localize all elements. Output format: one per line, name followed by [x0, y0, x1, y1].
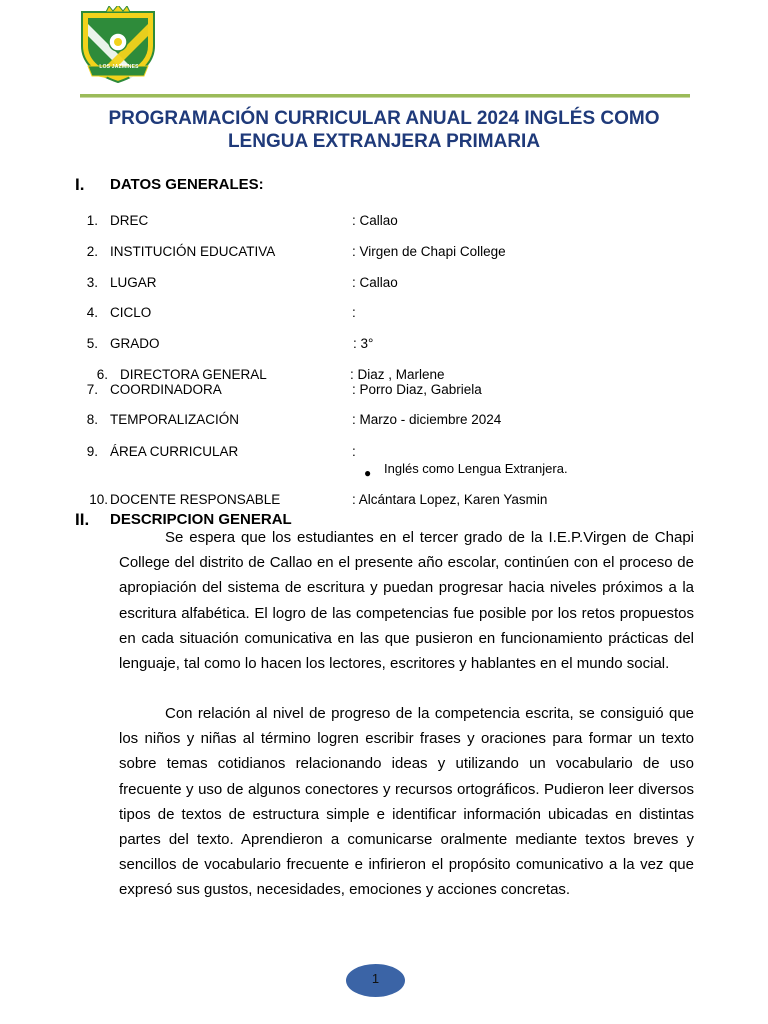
document-title [70, 107, 698, 153]
list-item-value: : [352, 305, 356, 320]
list-item-value: : Porro Diaz, Gabriela [352, 382, 482, 397]
list-item-value: : Diaz , Marlene [350, 367, 445, 382]
list-item-number: 2. [86, 244, 98, 259]
list-item-label: DIRECTORA GENERAL [120, 367, 267, 382]
list-item-label: CICLO [110, 305, 152, 320]
logo-ribbon-text: LOS JAZMINES [99, 64, 139, 70]
list-item-number: 10. [89, 492, 108, 507]
list-item-number: 5. [86, 336, 98, 351]
list-item-value: : [352, 444, 356, 459]
list-item-label: GRADO [110, 336, 160, 351]
list-item-value: : Alcántara Lopez, Karen Yasmin [352, 492, 548, 507]
list-item-number: 9. [86, 444, 98, 459]
section-1-number: I. [75, 175, 85, 194]
list-item-value: : Callao [352, 213, 398, 228]
list-item-number: 1. [86, 213, 98, 228]
list-item-label: DOCENTE RESPONSABLE [110, 492, 281, 507]
section-2-heading: DESCRIPCION GENERAL [110, 511, 292, 528]
list-item-label: DREC [110, 213, 149, 228]
area-curricular-item: Inglés como Lengua Extranjera. [384, 461, 568, 476]
list-item-number: 3. [86, 275, 98, 290]
title-line-2: LENGUA EXTRANJERA PRIMARIA [227, 131, 541, 152]
bullet-icon: ● [364, 466, 372, 480]
header-divider [80, 94, 690, 98]
list-item-value: : Marzo - diciembre 2024 [352, 412, 502, 427]
list-item-value: : 3° [353, 336, 374, 351]
section-2-number: II. [75, 510, 90, 529]
list-item-label: LUGAR [110, 275, 157, 290]
list-item-value: : Virgen de Chapi College [352, 244, 506, 259]
list-item-label: TEMPORALIZACIÓN [110, 412, 240, 427]
section-1-heading: DATOS GENERALES: [110, 176, 264, 193]
list-item-label: ÁREA CURRICULAR [110, 444, 239, 459]
list-item-number: 6. [96, 367, 108, 382]
page-number: 1 [346, 964, 405, 997]
list-item-number: 8. [86, 412, 98, 427]
list-item-number: 4. [86, 305, 98, 320]
list-item-value: : Callao [352, 275, 398, 290]
description-paragraph-2: Con relación al nivel de progreso de la competencia escrita, se consiguió que los niños y niñas al término logren escribir frases y oraciones para formar un texto sobre temas cotidianos relacionando ideas y utilizando un vocabulario de uso frecuente y uso de algunos conectores y recursos ortográficos. Pudieron leer diversos tipos de textos de estructura simple e identificar información ubicadas en distintas partes del texto. Aprendieron a comunicarse oralmente mediante textos breves y sencillos de vocabulario frecuente e infirieron el propósito comunicativo a la vez que expresó sus gustos, necesidades, emociones y acciones concretas. [119, 705, 694, 899]
list-item-label: INSTITUCIÓN EDUCATIVA [110, 244, 276, 259]
school-crest-icon [78, 6, 158, 86]
description-paragraph-1: Se espera que los estudiantes en el tercer grado de la I.E.P.Virgen de Chapi College del distrito de Callao en el presente año escolar, continúen con el proceso de apropiación del sistema de escritura y puedan progresar hacia niveles próximos a la escritura alfabética. El logro de las competencias fue posible por los retos propuestos en cada situación comunicativa en las que pusieron en funcionamiento prácticas del lenguaje, tal como lo hacen los lectores, escritores y hablantes en el mundo social. [119, 529, 694, 673]
list-item-number: 7. [86, 382, 98, 397]
list-item-label: COORDINADORA [110, 382, 222, 397]
title-line-1: PROGRAMACIÓN CURRICULAR ANUAL 2024 INGLÉS COMO [108, 108, 660, 129]
